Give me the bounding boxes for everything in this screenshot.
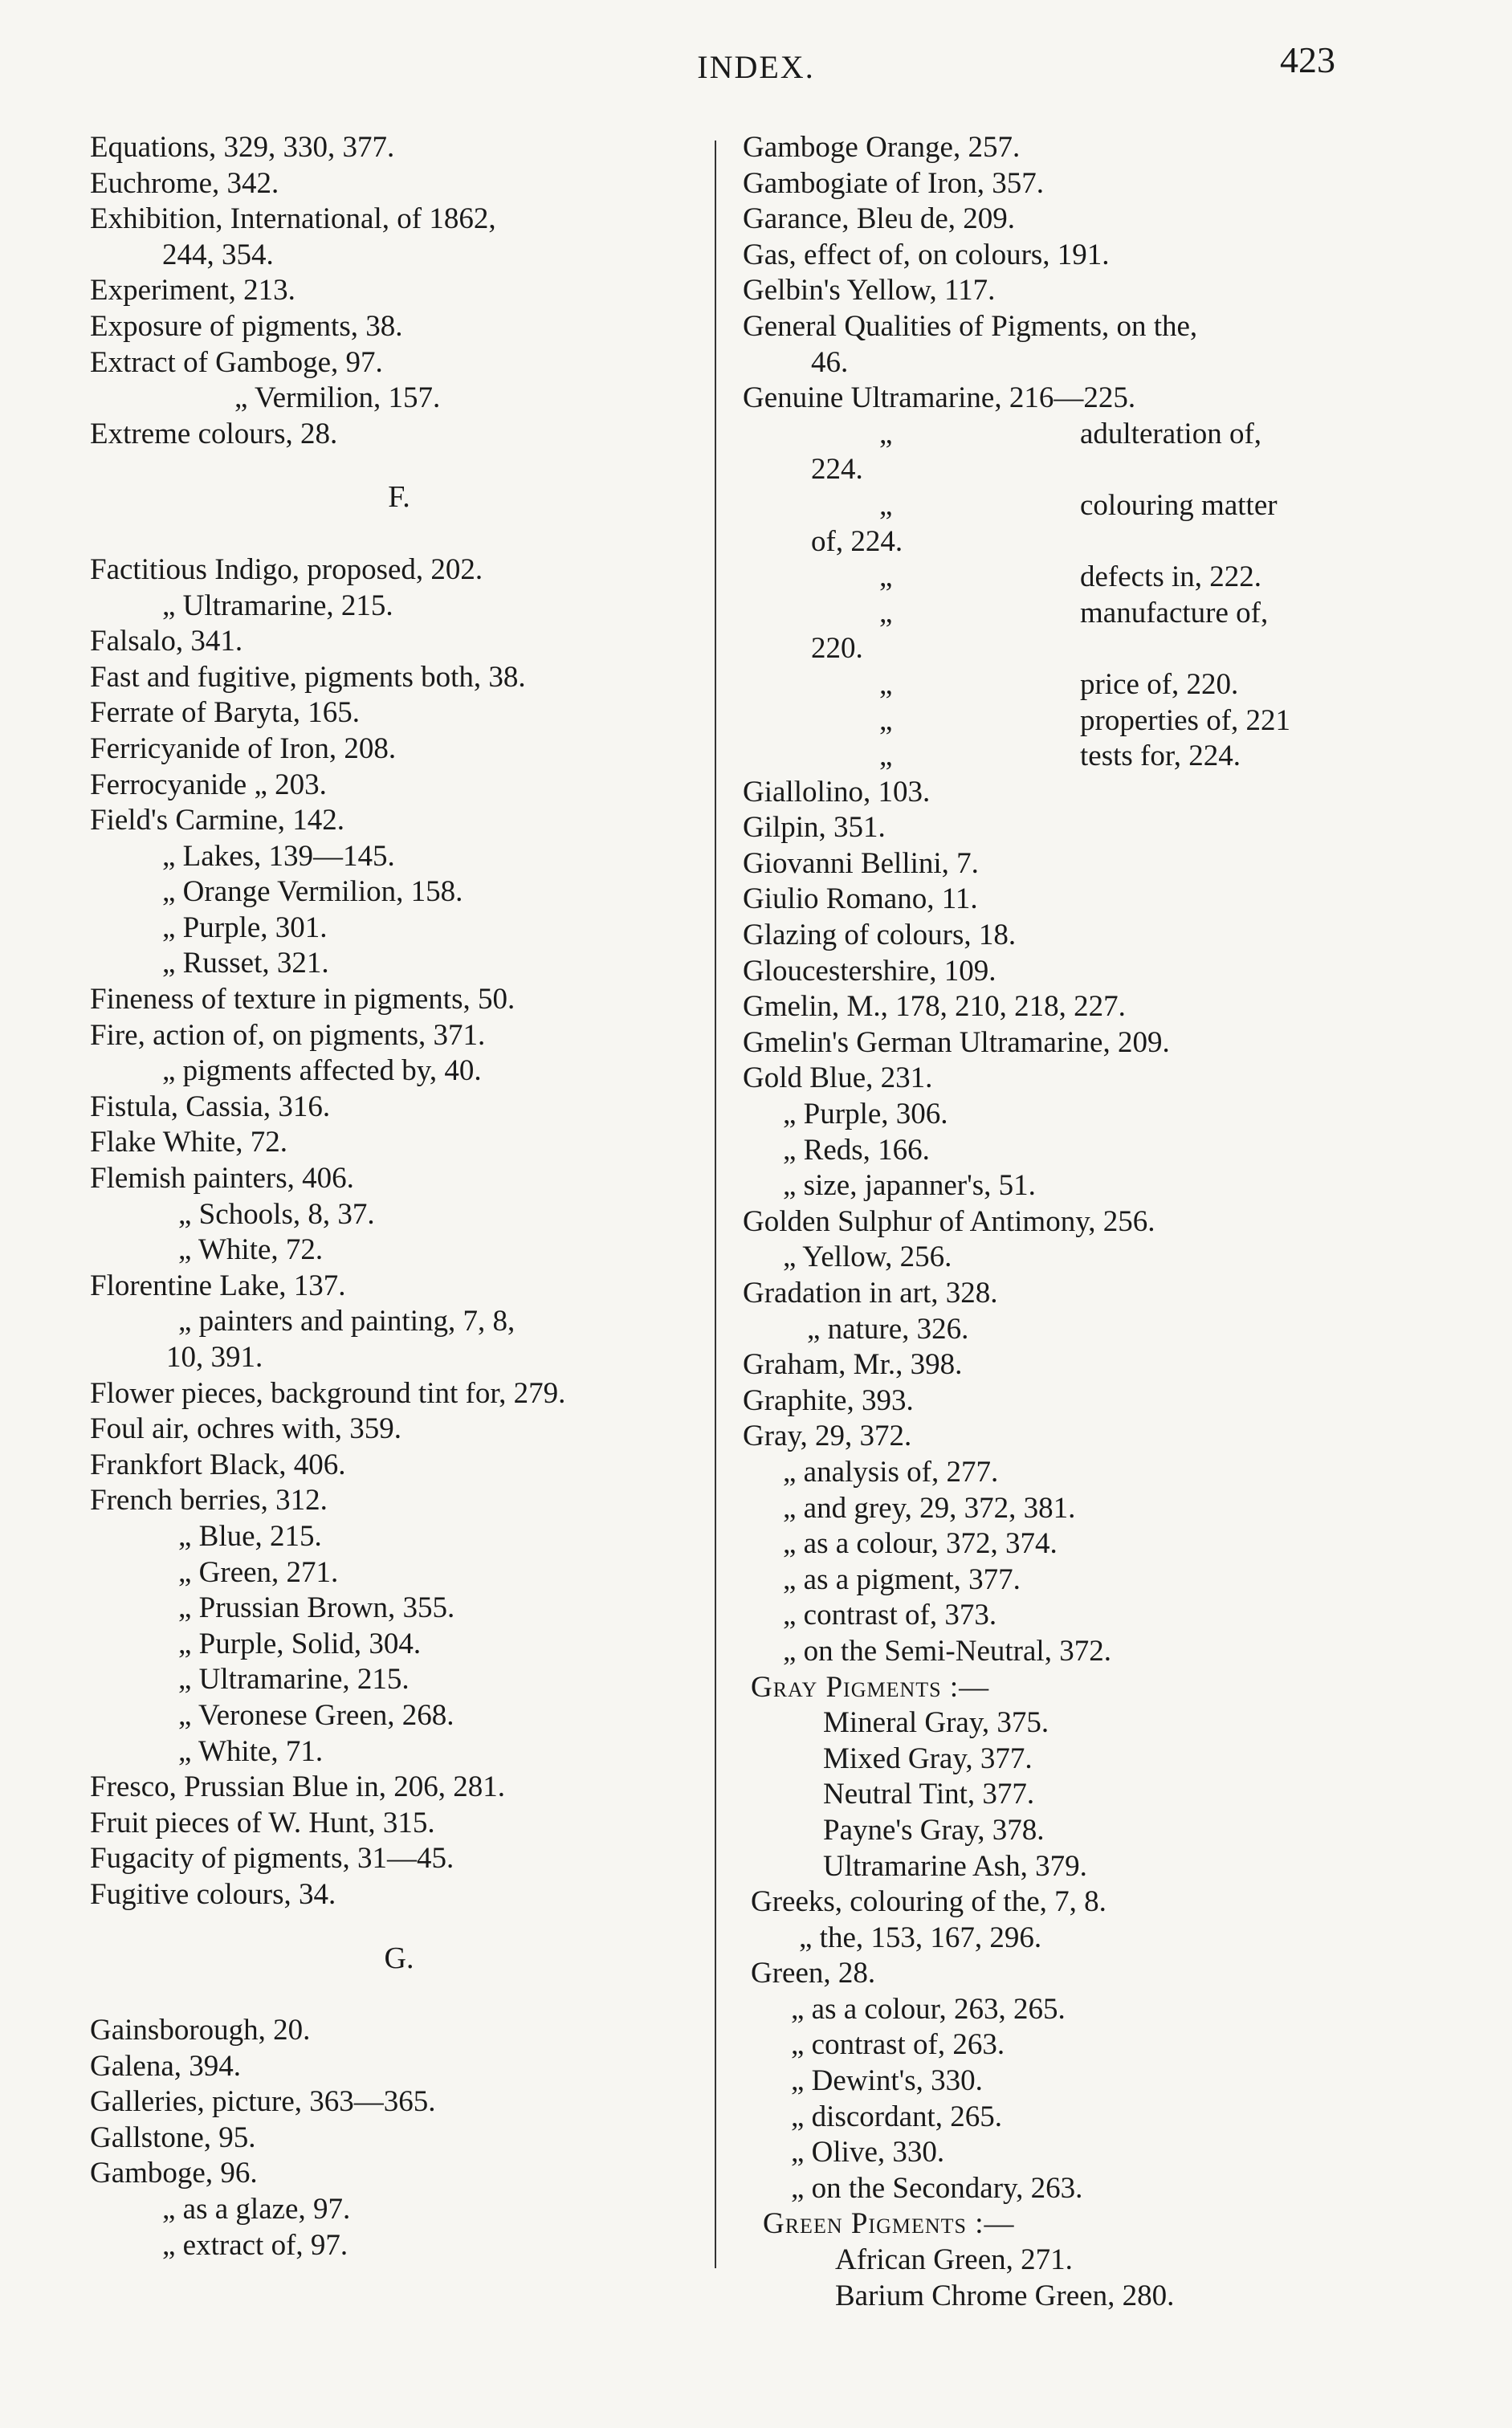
index-subentry: „ Purple, 301. (162, 910, 328, 944)
section-f (90, 552, 708, 1913)
index-entry: Gas, effect of, on colours, 191. (743, 238, 1110, 271)
index-subentry: „ Purple, 306. (783, 1098, 948, 1131)
index-subentry: „ on the Secondary, 263. (791, 2171, 1083, 2205)
list-item: African Green, 271. (835, 2243, 1073, 2277)
index-entry: Fugitive colours, 34. (90, 1877, 336, 1911)
index-subentry: „ Dewint's, 330. (791, 2064, 983, 2098)
index-subentry: „ extract of, 97. (162, 2228, 348, 2262)
page-title: INDEX. (697, 49, 815, 85)
index-entry: Gradation in art, 328. (743, 1277, 998, 1310)
section-letter-f: F. (388, 480, 410, 515)
index-entry: Genuine Ultramarine, 216—225. (743, 381, 1136, 415)
index-entry: Falsalo, 341. (90, 625, 243, 658)
index-subentry: „ contrast of, 373. (783, 1599, 997, 1632)
index-subentry: „ Blue, 215. (178, 1519, 322, 1553)
index-subentry: „ adulteration of, (879, 417, 1262, 450)
index-entry: Fire, action of, on pigments, 371. (90, 1018, 486, 1052)
index-entry-continuation: 46. (811, 345, 849, 379)
list-item: Mixed Gray, 377. (823, 1742, 1033, 1775)
index-entry: Equations, 329, 330, 377. (90, 131, 395, 164)
index-subentry: „ colouring matter (879, 488, 1278, 522)
index-subentry: „ Veronese Green, 268. (178, 1698, 454, 1732)
index-subentry: „ Ultramarine, 215. (162, 589, 393, 622)
index-entry: Factitious Indigo, proposed, 202. (90, 552, 483, 586)
index-entry-continuation: 224. (811, 453, 863, 487)
index-entry: Graphite, 393. (743, 1383, 914, 1417)
index-subentry: „ nature, 326. (807, 1312, 969, 1346)
column-divider (715, 141, 716, 2268)
index-entry: Field's Carmine, 142. (90, 804, 345, 837)
index-entry: Exhibition, International, of 1862, (90, 202, 496, 236)
index-entry: Graham, Mr., 398. (743, 1348, 963, 1382)
index-entry: Gmelin's German Ultramarine, 209. (743, 1025, 1170, 1059)
index-subentry: „ Green, 271. (178, 1555, 339, 1589)
index-subentry: „ analysis of, 277. (783, 1455, 999, 1489)
index-entry: Gilpin, 351. (743, 811, 886, 845)
index-entry: Extreme colours, 28. (90, 417, 338, 450)
index-subentry: „ Russet, 321. (162, 947, 329, 980)
index-subentry: „ as a pigment, 377. (783, 1562, 1021, 1596)
index-entry: Ferrocyanide „ 203. (90, 768, 327, 801)
index-entry: Golden Sulphur of Antimony, 256. (743, 1204, 1155, 1238)
index-entry: Giulio Romano, 11. (743, 882, 978, 916)
index-subentry: „ Lakes, 139—145. (162, 839, 395, 873)
index-entry: Galleries, picture, 363—365. (90, 2085, 436, 2119)
index-entry: Fugacity of pigments, 31—45. (90, 1842, 454, 1876)
index-subentry: „ manufacture of, (879, 596, 1269, 629)
index-subentry: „ discordant, 265. (791, 2100, 1003, 2133)
index-entry: Gallstone, 95. (90, 2120, 256, 2154)
index-entry: Ferrate of Baryta, 165. (90, 696, 360, 730)
right-column (743, 130, 1337, 2314)
index-entry: Flemish painters, 406. (90, 1162, 354, 1196)
index-entry: Fineness of texture in pigments, 50. (90, 983, 516, 1016)
index-entry: Gambogiate of Iron, 357. (743, 166, 1045, 200)
index-entry: Foul air, ochres with, 359. (90, 1412, 401, 1446)
index-entry-continuation: 220. (811, 632, 863, 666)
list-item: Mineral Gray, 375. (823, 1706, 1049, 1740)
index-entry: Fresco, Prussian Blue in, 206, 281. (90, 1770, 505, 1804)
index-subentry: „ Orange Vermilion, 158. (162, 875, 463, 909)
index-subentry: „ Reds, 166. (783, 1133, 930, 1167)
list-item: Ultramarine Ash, 379. (823, 1849, 1087, 1883)
index-entry: Extract of Gamboge, 97. (90, 345, 383, 379)
index-entry: Florentine Lake, 137. (90, 1269, 346, 1302)
index-entry: Euchrome, 342. (90, 166, 279, 200)
gray-pigments-list (743, 1705, 1337, 1884)
index-entry: Ferricyanide of Iron, 208. (90, 731, 397, 765)
index-entry: Gamboge, 96. (90, 2157, 258, 2190)
index-subentry: „ Yellow, 256. (783, 1240, 952, 1274)
index-entry: Flower pieces, background tint for, 279. (90, 1376, 566, 1410)
index-subentry: „ White, 72. (178, 1233, 324, 1267)
index-subentry: „ properties of, 221 (879, 703, 1291, 737)
list-item: Payne's Gray, 378. (823, 1813, 1045, 1847)
index-entry: Exposure of pigments, 38. (90, 309, 403, 343)
index-entry-continuation: 244, 354. (162, 238, 274, 271)
index-subentry: „ as a colour, 372, 374. (783, 1527, 1058, 1561)
index-subentry: „ contrast of, 263. (791, 2028, 1005, 2062)
page-number: 423 (1280, 39, 1335, 80)
index-entry: French berries, 312. (90, 1484, 328, 1518)
green-pigments-heading: Green Pigments :— (763, 2207, 1015, 2241)
index-subentry: „ Prussian Brown, 355. (178, 1591, 455, 1625)
index-subentry: „ on the Semi-Neutral, 372. (783, 1634, 1111, 1668)
section-g (90, 2013, 708, 2263)
index-subentry: „ pigments affected by, 40. (162, 1054, 482, 1088)
index-entry: Glazing of colours, 18. (743, 919, 1017, 952)
section-g-continued (743, 130, 1337, 2314)
section-e (90, 130, 708, 452)
index-subentry: „ painters and painting, 7, 8, (178, 1305, 516, 1338)
index-entry: Gelbin's Yellow, 117. (743, 274, 996, 308)
index-entry-continuation: of, 224. (811, 524, 903, 558)
index-subentry: „ the, 153, 167, 296. (799, 1921, 1042, 1954)
genuine-ultramarine-subentries (743, 417, 1337, 775)
index-subentry: „ and grey, 29, 372, 381. (783, 1491, 1076, 1525)
index-entry: Giovanni Bellini, 7. (743, 846, 979, 880)
index-subentry: „ Ultramarine, 215. (178, 1663, 410, 1697)
index-entry: Gmelin, M., 178, 210, 218, 227. (743, 990, 1126, 1024)
index-entry: Fast and fugitive, pigments both, 38. (90, 660, 526, 694)
list-item: Neutral Tint, 377. (823, 1778, 1035, 1811)
index-entry: Gainsborough, 20. (90, 2014, 311, 2047)
green-pigments-list (743, 2243, 1337, 2314)
index-entry: Giallolino, 103. (743, 775, 931, 809)
index-entry: Greeks, colouring of the, 7, 8. (751, 1885, 1106, 1919)
index-subentry: „ Vermilion, 157. (234, 381, 441, 415)
index-entry-continuation: 10, 391. (166, 1341, 263, 1374)
index-entry: Fistula, Cassia, 316. (90, 1090, 331, 1123)
index-entry: Fruit pieces of W. Hunt, 315. (90, 1806, 435, 1839)
index-subentry: „ White, 71. (178, 1734, 324, 1768)
index-entry: Flake White, 72. (90, 1126, 287, 1159)
gray-pigments-heading: Gray Pigments :— (751, 1670, 990, 1704)
index-entry: Green, 28. (751, 1957, 876, 1990)
index-subentry: „ as a glaze, 97. (162, 2193, 351, 2226)
index-entry: Frankfort Black, 406. (90, 1448, 346, 1481)
section-letter-g: G. (384, 1941, 414, 1975)
index-subentry: „ Olive, 330. (791, 2136, 945, 2169)
index-entry: Gloucestershire, 109. (743, 954, 996, 988)
index-subentry: „ size, japanner's, 51. (783, 1169, 1036, 1203)
index-subentry: „ defects in, 222. (879, 560, 1262, 594)
index-subentry: „ as a colour, 263, 265. (791, 1992, 1066, 2026)
index-entry: Galena, 394. (90, 2049, 242, 2083)
index-entry: Gray, 29, 372. (743, 1420, 912, 1453)
index-subentry: „ tests for, 224. (879, 739, 1241, 773)
index-subentry: „ Purple, Solid, 304. (178, 1627, 422, 1660)
index-subentry: „ price of, 220. (879, 667, 1239, 701)
index-entry: Gold Blue, 231. (743, 1061, 933, 1095)
left-column (90, 130, 708, 2263)
index-entry: Garance, Bleu de, 209. (743, 202, 1016, 236)
index-entry: General Qualities of Pigments, on the, (743, 309, 1198, 343)
index-subentry: „ Schools, 8, 37. (178, 1197, 375, 1231)
index-entry: Experiment, 213. (90, 274, 295, 308)
list-item: Barium Chrome Green, 280. (835, 2279, 1175, 2312)
index-entry: Gamboge Orange, 257. (743, 131, 1021, 164)
